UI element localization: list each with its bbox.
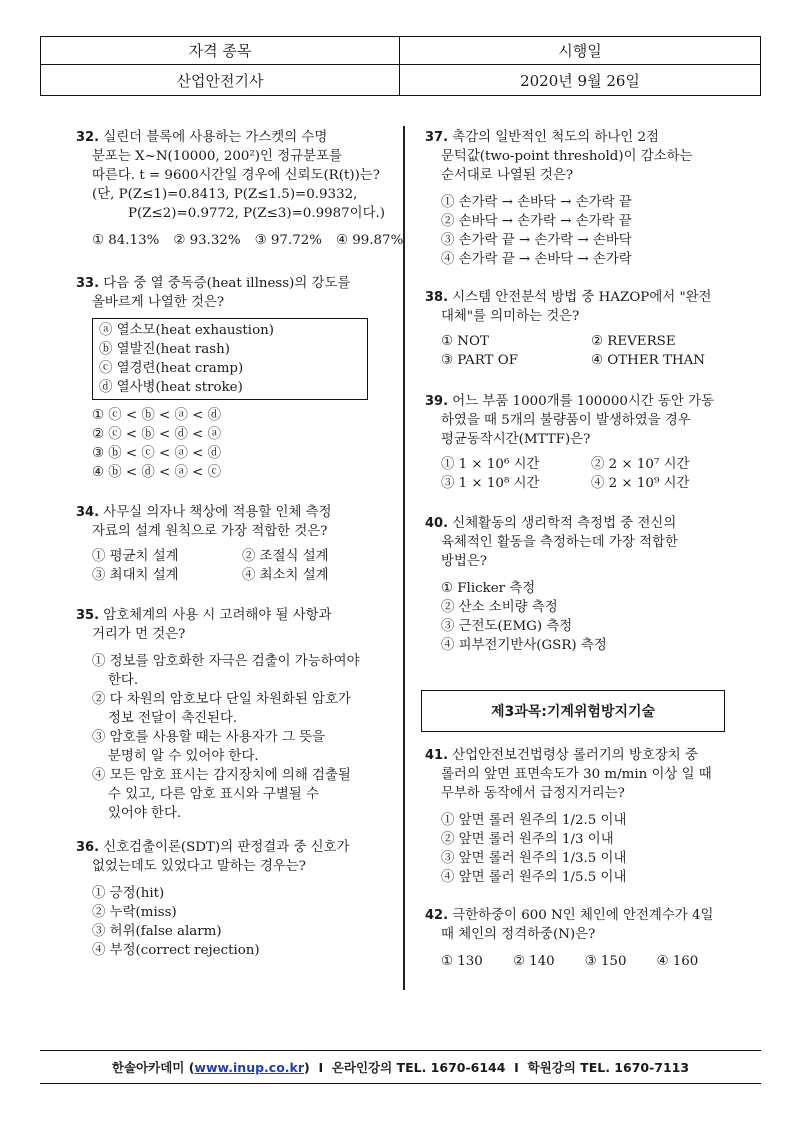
option: ④ 2 × 10⁹ 시간 — [591, 476, 690, 491]
option: ② 다 차원의 암호보다 단일 차원화된 암호가 — [92, 692, 351, 707]
option: ④ 부정(correct rejection) — [92, 943, 260, 958]
question-35: 35. 암호체계의 사용 시 고려해야 될 사항과 거리가 먼 것은? ① 정보를 암호화한 자극은 검출이 가능하여야 한다. ② 다 차원의 암호보다 단일 차원화된 암호가 정보 전달이 촉진된다. ③ 암호를 사용할 때는 사용자가 그 뜻을 분명히 알 수 있어야 한다. ④ 모든 암호 표시는 감지장치에 의해 검출될 수 있고, 다른 암호 표시와 구별될 수 있어야 한다. — [76, 606, 406, 823]
option: ② REVERSE — [591, 334, 676, 349]
option: ① 130 — [441, 954, 483, 969]
option: ① 긍정(hit) — [92, 886, 165, 901]
option: ① Flicker 측정 — [441, 581, 536, 596]
option: ② 산소 소비량 측정 — [441, 600, 558, 615]
header-col1-label: 자격 종목 — [41, 37, 400, 65]
option: ④ 모든 암호 표시는 감지장치에 의해 검출될 — [92, 768, 351, 783]
question-37: 37. 촉감의 일반적인 척도의 하나인 2점 문턱값(two-point threshold)이 감소하는 순서대로 나열된 것은? ① 손가락 → 손바닥 → 손가락 끝 ② 손바닥 → 손가락 → 손가락 끝 ③ 손가락 끝 → 손가락 → 손바닥 ④ 손가락 끝 → 손바닥 → 손가락 — [425, 128, 755, 269]
option: ③ 최대치 설계 — [92, 568, 179, 583]
question-36: 36. 신호검출이론(SDT)의 판정결과 중 신호가 없었는데도 있었다고 말하는 경우는? ① 긍정(hit) ② 누락(miss) ③ 허위(false alarm) ④ 부정(correct rejection) — [76, 838, 406, 960]
option: ④ 160 — [656, 954, 699, 969]
option: ④ 99.87% — [335, 233, 404, 248]
option: ③ 손가락 끝 → 손가락 → 손바닥 — [441, 233, 632, 248]
header-table — [40, 36, 761, 96]
offline-tel: 학원강의 TEL. 1670-7113 — [527, 1060, 690, 1075]
header-col2-label: 시행일 — [400, 37, 761, 65]
option: ③ 97.72% — [254, 233, 322, 248]
option: ① 84.13% — [92, 233, 160, 248]
option: ④ 손가락 끝 → 손바닥 → 손가락 — [441, 252, 632, 267]
option: ③ 허위(false alarm) — [92, 924, 222, 939]
option: ③ 150 — [584, 954, 627, 969]
online-tel: 온라인강의 TEL. 1670-6144 — [331, 1060, 506, 1075]
q32-options — [76, 231, 406, 250]
option: ③ 1 × 10⁸ 시간 — [441, 476, 540, 491]
option: ② 140 — [512, 954, 555, 969]
option: ② 93.32% — [173, 233, 241, 248]
q33-box: ⓐ 열소모(heat exhaustion) ⓑ 열발진(heat rash) ⓒ 열경련(heat cramp) ⓓ 열사병(heat stroke) — [92, 318, 368, 400]
option: ② 누락(miss) — [92, 905, 177, 920]
option: ④ ⓑ < ⓓ < ⓐ < ⓒ — [92, 465, 222, 480]
option: ④ 피부전기반사(GSR) 측정 — [441, 638, 607, 653]
option: ② 2 × 10⁷ 시간 — [591, 457, 690, 472]
option: ① 손가락 → 손바닥 → 손가락 끝 — [441, 195, 632, 210]
option: ③ 암호를 사용할 때는 사용자가 그 뜻을 — [92, 730, 325, 745]
option: ③ 앞면 롤러 원주의 1/3.5 이내 — [441, 851, 627, 866]
option: ② 조절식 설계 — [242, 549, 329, 564]
option: ① ⓒ < ⓑ < ⓐ < ⓓ — [92, 408, 222, 423]
option: ④ OTHER THAN — [591, 353, 705, 368]
option: ② 손바닥 → 손가락 → 손가락 끝 — [441, 214, 632, 229]
section-title: 제3과목:기계위험방지기술 — [421, 690, 725, 732]
option: ① 앞면 롤러 원주의 1/2.5 이내 — [441, 813, 627, 828]
option: ① NOT — [441, 334, 489, 349]
option: ② 앞면 롤러 원주의 1/3 이내 — [441, 832, 614, 847]
academy-link[interactable]: www.inup.co.kr — [194, 1059, 305, 1075]
question-41: 41. 산업안전보건법령상 롤러기의 방호장치 중 롤러의 앞면 표면속도가 30 m/min 이상 일 때 무부하 동작에서 급정지거리는? ① 앞면 롤러 원주의 1/2.5 이내 ② 앞면 롤러 원주의 1/3 이내 ③ 앞면 롤러 원주의 1/3.5 이내 ④ 앞면 롤러 원주의 1/5.5 이내 — [425, 746, 755, 887]
header-subject: 산업안전기사 — [41, 65, 400, 96]
question-38: 38. 시스템 안전분석 방법 중 HAZOP에서 "완전 대체"를 의미하는 것은? ① NOT ② REVERSE ③ PART OF ④ OTHER THAN — [425, 288, 755, 370]
option: ④ 앞면 롤러 원주의 1/5.5 이내 — [441, 870, 627, 885]
header-date: 2020년 9월 26일 — [400, 65, 761, 96]
question-33: 33. 다음 중 열 중독증(heat illness)의 강도를 올바르게 나열한 것은? ⓐ 열소모(heat exhaustion) ⓑ 열발진(heat rash) ⓒ 열경련(heat cramp) ⓓ 열사병(heat stroke) ① ⓒ < ⓑ < ⓐ < ⓓ ② ⓒ < ⓑ < ⓓ < ⓐ ③ ⓑ < ⓒ < ⓐ < ⓓ ④ ⓑ < ⓓ < ⓐ < ⓒ — [76, 274, 406, 482]
option: ③ PART OF — [441, 353, 519, 368]
option: ③ 근전도(EMG) 측정 — [441, 619, 573, 634]
question-34: 34. 사무실 의자나 책상에 적용할 인체 측정 자료의 설계 원칙으로 가장 적합한 것은? ① 평균치 설계 ② 조절식 설계 ③ 최대치 설계 ④ 최소치 설계 — [76, 503, 406, 585]
option: ④ 최소치 설계 — [242, 568, 329, 583]
option: ① 평균치 설계 — [92, 549, 179, 564]
footer: 한솔아카데미 ( www.inup.co.kr ) I 온라인강의 TEL. 1670-6144 I 학원강의 TEL. 1670-7113 — [40, 1050, 761, 1084]
question-40: 40. 신체활동의 생리학적 측정법 중 전신의 육체적인 활동을 측정하는데 가장 적합한 방법은? ① Flicker 측정 ② 산소 소비량 측정 ③ 근전도(EMG) 측정 ④ 피부전기반사(GSR) 측정 — [425, 514, 755, 655]
option: ① 1 × 10⁶ 시간 — [441, 457, 540, 472]
option: ③ ⓑ < ⓒ < ⓐ < ⓓ — [92, 446, 222, 461]
option: ② ⓒ < ⓑ < ⓓ < ⓐ — [92, 427, 222, 442]
question-32: 32. 실린더 블록에 사용하는 가스켓의 수명 분포는 X~N(10000, 200²)인 정규분포를 따른다. t = 9600시간일 경우에 신뢰도(R(t))는? (단, P(Z≤1)=0.8413, P(Z≤1.5)=0.9332, P(Z≤2)=0.9772, P(Z≤3)=0.9987이다.) ① 84.13% ② 93.32% ③ 97.72% ④ 99.87% — [76, 128, 406, 250]
option: ① 정보를 암호화한 자극은 검출이 가능하여야 — [92, 654, 360, 669]
q42-options — [425, 952, 755, 971]
question-39: 39. 어느 부품 1000개를 100000시간 동안 가동 하였을 때 5개의 불량품이 발생하였을 경우 평균동작시간(MTTF)은? ① 1 × 10⁶ 시간 ② 2 × 10⁷ 시간 ③ 1 × 10⁸ 시간 ④ 2 × 10⁹ 시간 — [425, 392, 755, 493]
question-42: 42. 극한하중이 600 N인 체인에 안전계수가 4일 때 체인의 정격하중(N)은? ① 130 ② 140 ③ 150 ④ 160 — [425, 906, 755, 971]
